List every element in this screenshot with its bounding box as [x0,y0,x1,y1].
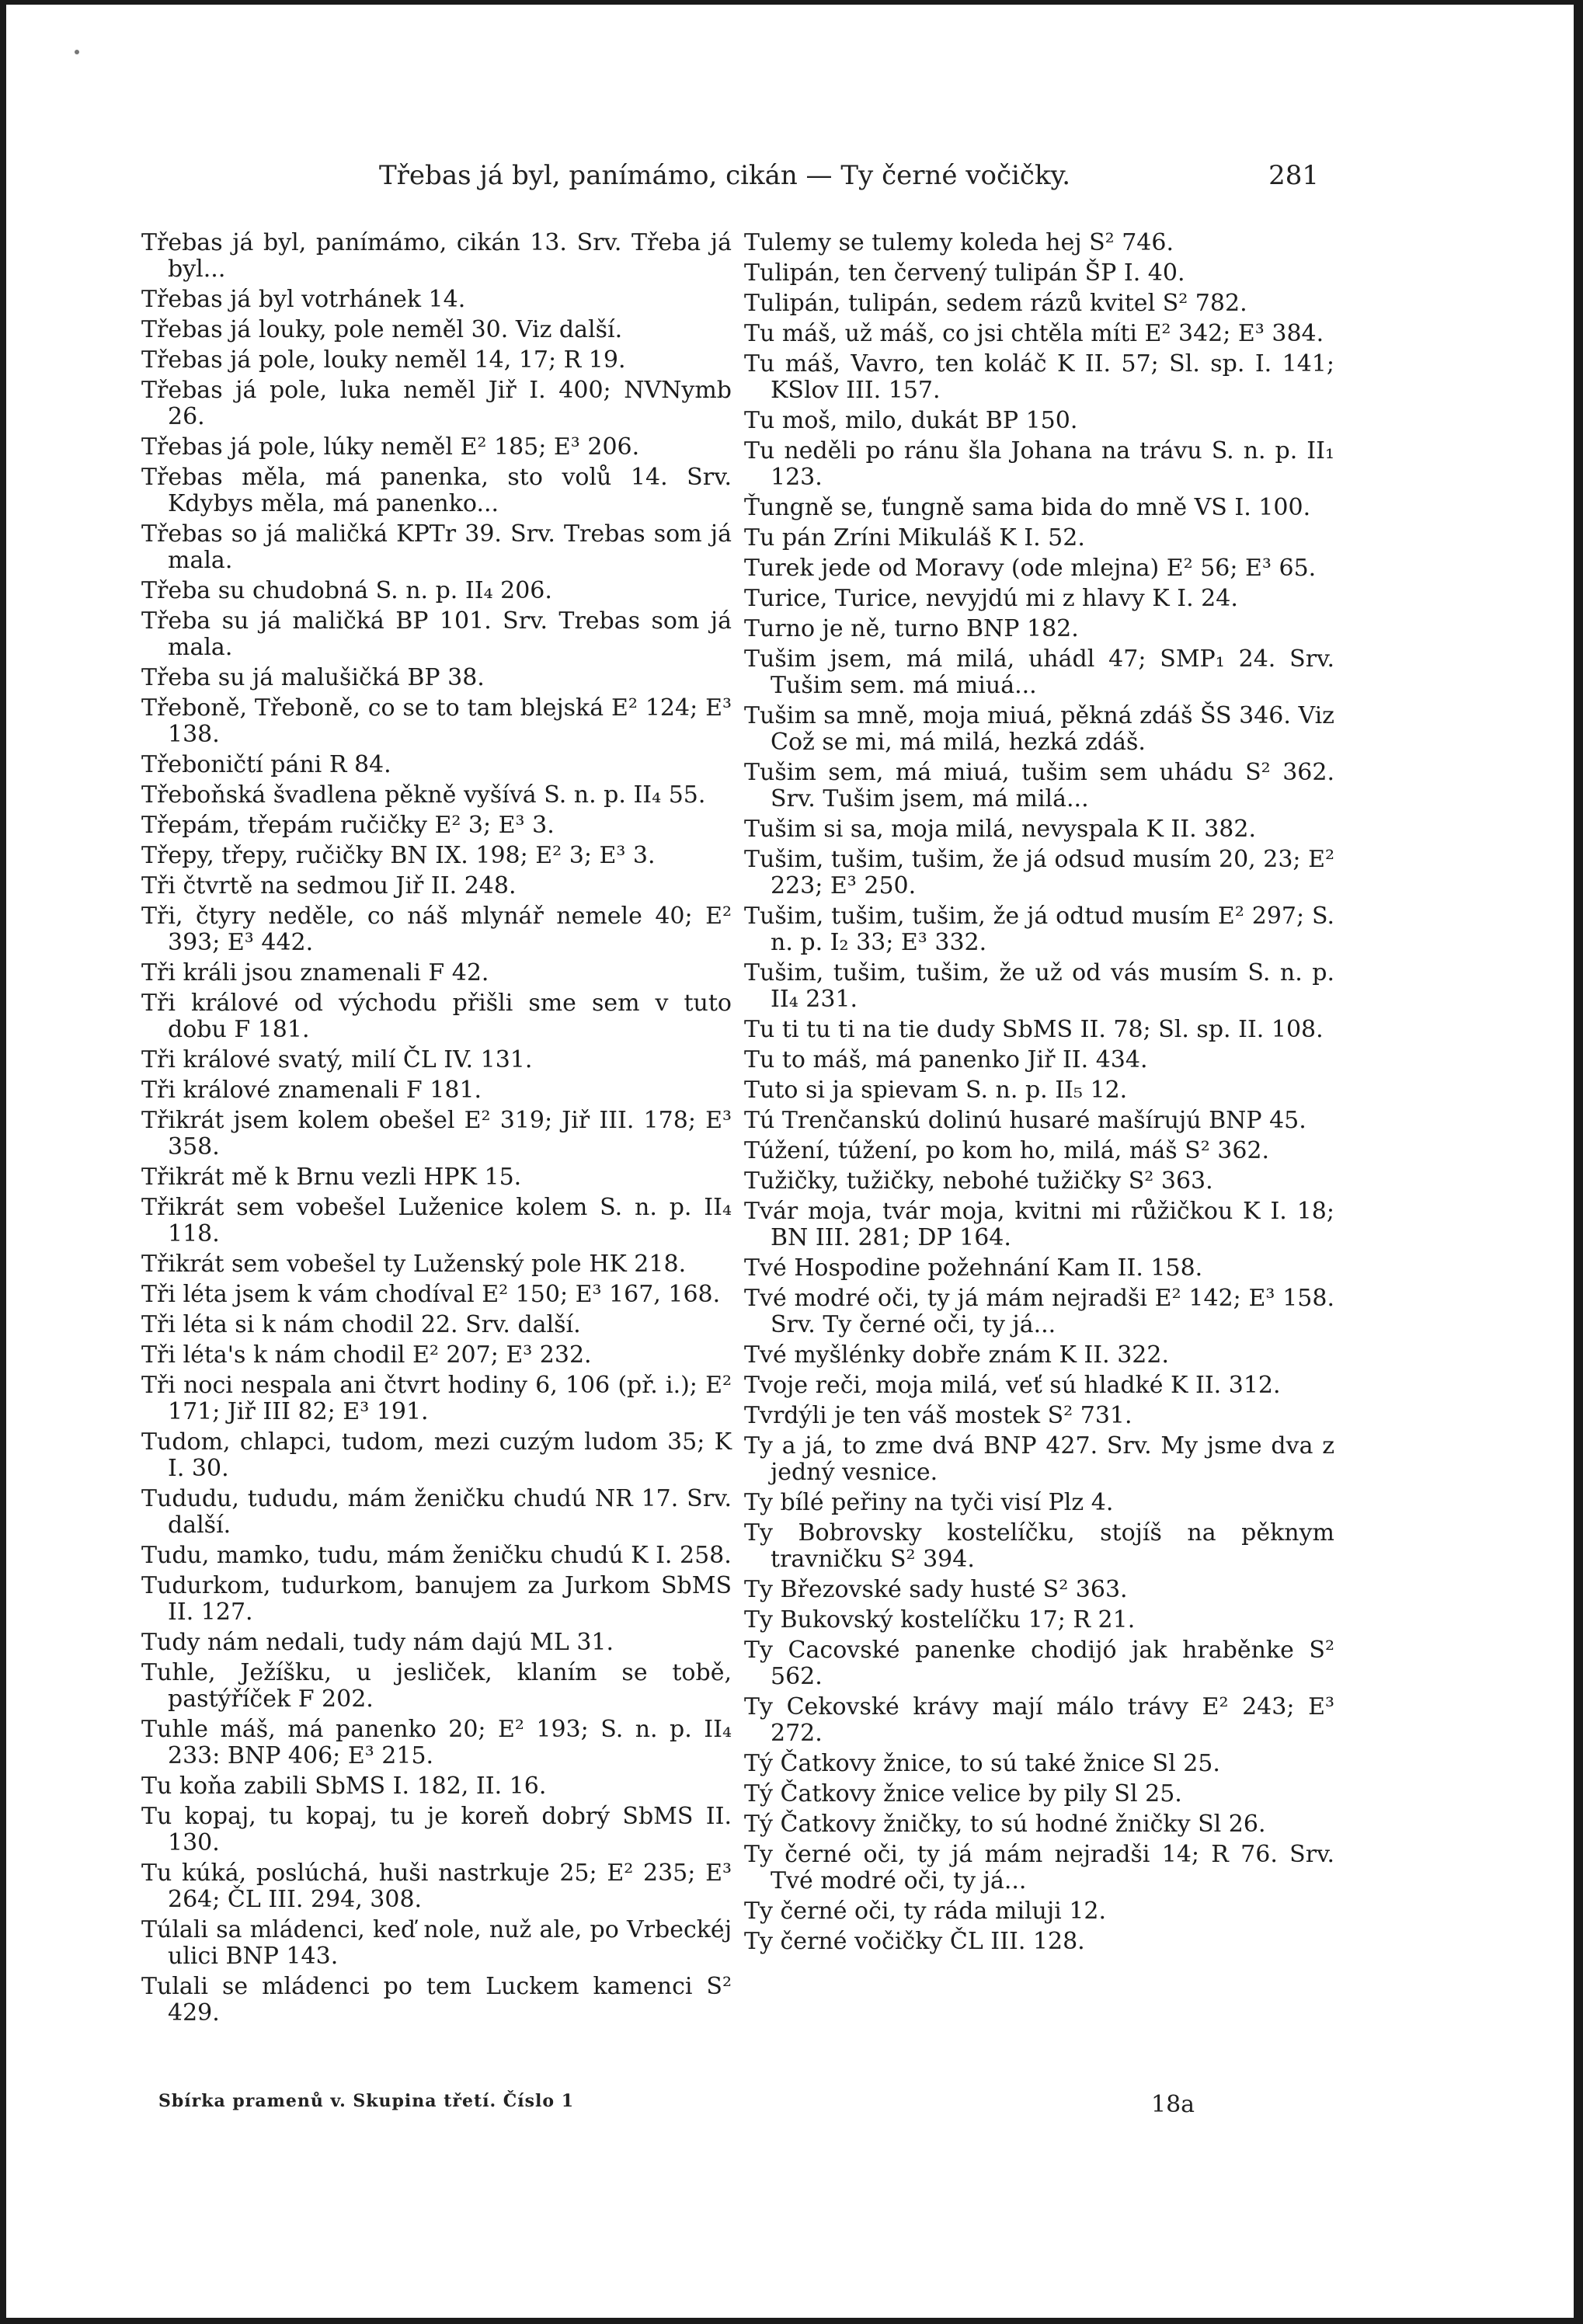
index-entry: Turek jede od Moravy (ode mlejna) E² 56; E³ 65. [744,555,1317,582]
index-entry: Třikrát sem vobešel Luženice kolem S. n. p. II₄ 118. [141,1194,732,1247]
index-entry: Třeba su já malušičká BP 38. [141,664,485,691]
index-entry: Tulali se mládenci po tem Luckem kamenci S² 429. [141,1973,732,2027]
index-entry: Třeboničtí páni R 84. [141,751,391,778]
index-entry: Tuhle máš, má panenko 20; E² 193; S. n. p. II₄ 233: BNP 406; E³ 215. [141,1716,732,1769]
index-entry: Tudom, chlapci, tudom, mezi cuzým ludom 35; K I. 30. [141,1428,732,1482]
index-entry: Ty bílé peřiny na tyči visí Plz 4. [744,1489,1114,1516]
index-entry: Tu neděli po ránu šla Johana na trávu S. n. p. II₁ 123. [744,437,1334,491]
index-entry: Třebas já pole, louky neměl 14, 17; R 19. [141,346,626,374]
index-entry: Tři noci nespala ani čtvrt hodiny 6, 106 (př. i.); E² 171; Jiř III 82; E³ 191. [141,1372,732,1425]
index-entry: Tušim, tušim, tušim, že já odtud musím E² 297; S. n. p. I₂ 33; E³ 332. [744,903,1334,956]
index-entry: Třebas já byl, panímámo, cikán 13. Srv. Třeba já byl... [141,229,732,283]
index-entry: Tušim, tušim, tušim, že já odsud musím 20, 23; E² 223; E³ 250. [744,846,1334,899]
index-entry: Tři králové od východu přišli sme sem v tuto dobu F 181. [141,990,732,1043]
index-entry: Třikrát mě k Brnu vezli HPK 15. [141,1164,522,1191]
signature-mark: 18a [1151,2091,1195,2118]
index-entry: Tušim sa mně, moja miuá, pěkná zdáš ŠS 346. Viz Což se mi, má milá, hezká zdáš. [744,702,1334,756]
right-column [744,230,1334,1959]
index-entry: Tušim si sa, moja milá, nevyspala K II. 382. [744,816,1257,843]
index-entry: Tuto si ja spievam S. n. p. II₅ 12. [744,1077,1128,1104]
index-entry: Tulipán, ten červený tulipán ŠP I. 40. [744,259,1185,287]
index-entry: Turno je ně, turno BNP 182. [744,615,1079,642]
index-entry: Tudurkom, tudurkom, banujem za Jurkom SbMS II. 127. [141,1572,732,1626]
index-entry: Třeboňská švadlena pěkně vyšívá S. n. p. II₄ 55. [141,781,706,809]
index-entry: Tužičky, tužičky, nebohé tužičky S² 363. [744,1167,1213,1195]
index-entry: Tušim jsem, má milá, uhádl 47; SMP₁ 24. Srv. Tušim sem. má miuá... [744,645,1334,699]
index-entry: Třebas já pole, luka neměl Jiř I. 400; NVNymb 26. [141,377,732,430]
index-entry: Tři, čtyry neděle, co náš mlynář nemele 40; E² 393; E³ 442. [141,903,732,956]
index-entry: Ty Cacovské panenke chodijó jak hraběnke S² 562. [744,1637,1334,1690]
index-entry: Tvoje reči, moja milá, veť sú hladké K II. 312. [744,1372,1281,1399]
index-entry: Tu to máš, má panenko Jiř II. 434. [744,1046,1148,1073]
index-entry: Tři čtvrtě na sedmou Jiř II. 248. [141,872,517,899]
index-entry: Tu pán Zríni Mikuláš K I. 52. [744,524,1085,551]
index-entry: Tu kúká, poslúchá, huši nastrkuje 25; E² 235; E³ 264; ČL III. 294, 308. [141,1860,732,1913]
left-column [141,230,732,2030]
index-entry: Tvé Hospodine požehnání Kam II. 158. [744,1254,1203,1282]
index-entry: Turice, Turice, nevyjdú mi z hlavy K I. 24. [744,585,1238,612]
index-entry: Tudu, mamko, tudu, mám ženičku chudú K I. 258. [141,1542,732,1569]
index-entry: Tvé modré oči, ty já mám nejradši E² 142; E³ 158. Srv. Ty černé oči, ty já... [744,1285,1334,1338]
index-entry: Třikrát sem vobešel ty Luženský pole HK 218. [141,1251,687,1278]
index-entry: Túlali sa mládenci, keď nole, nuž ale, po Vrbeckéj ulici BNP 143. [141,1916,732,1970]
index-entry: Tvár moja, tvár moja, kvitni mi růžičkou K I. 18; BN III. 281; DP 164. [744,1198,1334,1251]
index-entry: Třeba su já maličká BP 101. Srv. Trebas som já mala. [141,607,732,661]
index-entry: Tý Čatkovy žnice velice by pily Sl 25. [744,1780,1182,1807]
index-entry: Tudy nám nedali, tudy nám dajú ML 31. [141,1629,614,1656]
index-entry: Třebas já louky, pole neměl 30. Viz další. [141,316,623,343]
index-entry: Tušim sem, má miuá, tušim sem uhádu S² 362. Srv. Tušim jsem, má milá... [744,759,1334,812]
index-entry: Třebas já pole, lúky neměl E² 185; E³ 206. [141,433,640,461]
index-entry: Tři králi jsou znamenali F 42. [141,959,489,986]
index-entry: Tři králové svatý, milí ČL IV. 131. [141,1046,533,1073]
index-entry: Tušim, tušim, tušim, že už od vás musím S. n. p. II₄ 231. [744,959,1334,1013]
index-entry: Tý Čatkovy žničky, to sú hodné žničky Sl 26. [744,1811,1266,1838]
index-entry: Tu máš, Vavro, ten koláč K II. 57; Sl. sp. I. 141; KSlov III. 157. [744,350,1334,404]
index-entry: Třepy, třepy, ručičky BN IX. 198; E² 3; E³ 3. [141,842,656,869]
index-entry: Ty Bukovský kostelíčku 17; R 21. [744,1606,1136,1633]
index-entry: Tududu, tududu, mám ženičku chudú NR 17. Srv. další. [141,1485,732,1539]
index-entry: Třikrát jsem kolem obešel E² 319; Jiř III. 178; E³ 358. [141,1107,732,1160]
index-entry: Tři léta si k nám chodil 22. Srv. další. [141,1311,581,1338]
index-entry: Tu koňa zabili SbMS I. 182, II. 16. [141,1773,547,1800]
index-entry: Ty Bobrovsky kostelíčku, stojíš na pěknym travničku S² 394. [744,1519,1334,1573]
index-entry: Tú Trenčanskú dolinú husaré mašírujú BNP 45. [744,1107,1306,1134]
index-entry: Ty a já, to zme dvá BNP 427. Srv. My jsme dva z jedný vesnice. [744,1432,1334,1486]
index-entry: Ty Cekovské krávy mají málo trávy E² 243; E³ 272. [744,1693,1334,1747]
index-entry: Tu kopaj, tu kopaj, tu je koreň dobrý SbMS II. 130. [141,1803,732,1856]
index-entry: Tu ti tu ti na tie dudy SbMS II. 78; Sl. sp. II. 108. [744,1016,1324,1043]
index-entry: Tři léta jsem k vám chodíval E² 150; E³ 167, 168. [141,1281,721,1308]
index-entry: Třeboně, Třeboně, co se to tam blejská E² 124; E³ 138. [141,694,732,748]
index-entry: Tu máš, už máš, co jsi chtěla míti E² 342; E³ 384. [744,320,1324,347]
index-entry: Tu moš, milo, dukát BP 150. [744,407,1078,434]
page-number: 281 [1268,160,1319,191]
index-entry: Třepám, třepám ručičky E² 3; E³ 3. [141,812,555,839]
index-entry: Tulipán, tulipán, sedem rázů kvitel S² 782. [744,290,1247,317]
index-entry: Ty černé vočičky ČL III. 128. [744,1928,1085,1955]
index-entry: Tvrdýli je ten váš mostek S² 731. [744,1402,1132,1429]
index-entry: Tuhle, Ježíšku, u jesliček, klaním se tobě, pastýříček F 202. [141,1659,732,1713]
index-entry: Třebas so já maličká KPTr 39. Srv. Trebas som já mala. [141,520,732,574]
index-entry: Tulemy se tulemy koleda hej S² 746. [744,229,1174,256]
running-title: Třebas já byl, panímámo, cikán — Ty černé vočičky. [379,160,1071,191]
index-entry: Ťungně se, ťungně sama bida do mně VS I. 100. [744,494,1311,521]
index-entry: Ty černé oči, ty ráda miluji 12. [744,1898,1107,1925]
page-header [379,152,1319,199]
index-entry: Tři léta's k nám chodil E² 207; E³ 232. [141,1341,592,1369]
index-entry: Ty Březovské sady husté S² 363. [744,1576,1128,1603]
index-entry: Ty černé oči, ty já mám nejradši 14; R 76. Srv. Tvé modré oči, ty já... [744,1841,1334,1894]
page [6,5,1574,2318]
index-entry: Třeba su chudobná S. n. p. II₄ 206. [141,577,552,604]
index-entry: Tvé myšlénky dobře znám K II. 322. [744,1341,1169,1369]
index-entry: Túžení, túžení, po kom ho, milá, máš S² 362. [744,1137,1270,1164]
index-entry: Tý Čatkovy žnice, to sú také žnice Sl 25. [744,1750,1220,1777]
index-entry: Tři králové znamenali F 181. [141,1077,482,1104]
series-footnote: Sbírka pramenů v. Skupina třetí. Číslo 1 [158,2091,575,2111]
index-entry: Třebas já byl votrhánek 14. [141,286,466,313]
index-entry: Třebas měla, má panenka, sto volů 14. Srv. Kdybys měla, má panenko... [141,464,732,517]
page-speck [75,50,79,54]
